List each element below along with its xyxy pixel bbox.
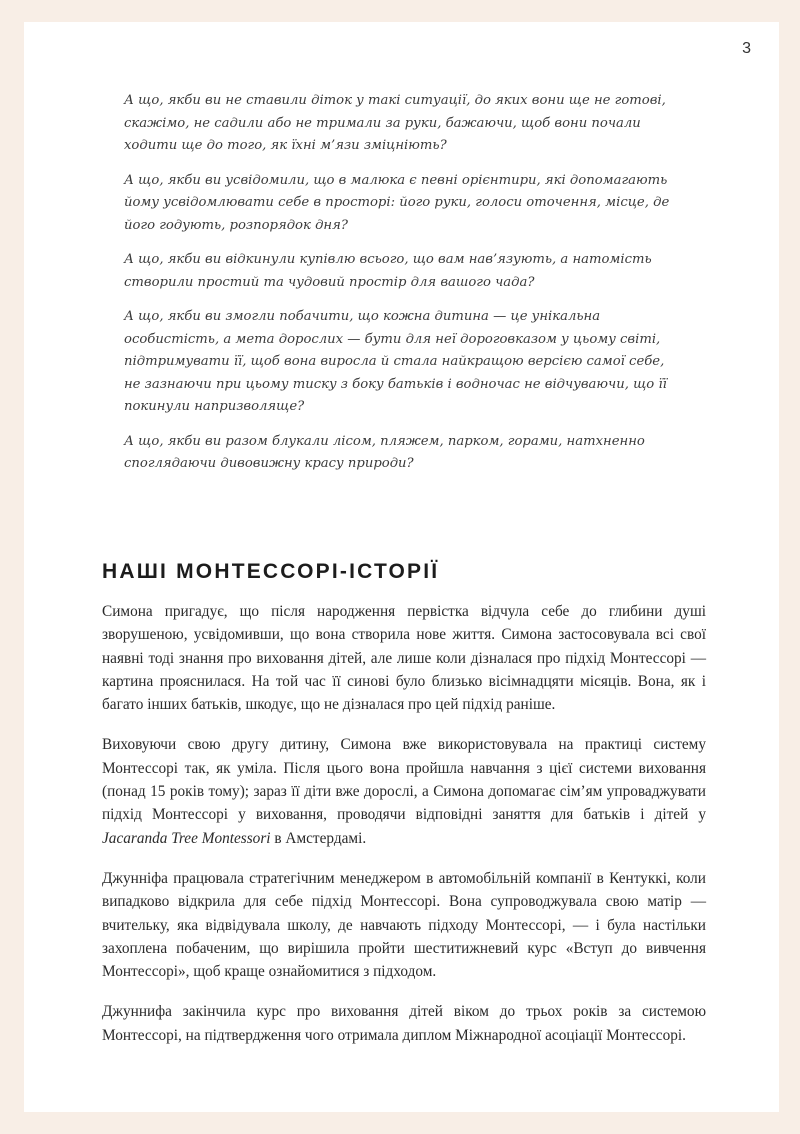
- body-paragraph: Симона пригадує, що після народження первістка відчула себе до глибини душі зворушеною, усвідомивши, що вона створила нове життя. Симона застосовувала всі свої наявні тоді знання про виховання дітей, але лише коли дізналася про підхід Монтессорі — картина прояснилася. На той час її синові було близько вісімнадцяти місяців. Вона, як і багато інших батьків, шкодує, що не дізналася про цей підхід раніше.: [102, 603, 706, 714]
- school-name: Jacaranda Tree Montessori: [102, 829, 271, 847]
- question-paragraph: А що, якби ви відкинули купівлю всього, що вам нав’язують, а натомість створили простий та чудовий простір для вашого чада?: [124, 252, 652, 290]
- body-text: [102, 600, 706, 1064]
- question-paragraph: А що, якби ви разом блукали лісом, пляжем, парком, горами, натхненно споглядаючи дивовижну красу природи?: [124, 433, 645, 471]
- body-paragraph: [102, 733, 706, 849]
- body-paragraph: Джунніфа працювала стратегічним менеджером в автомобільній компанії в Кентуккі, коли випадково відкрила для себе підхід Монтессорі. Вона супроводжувала свою матір — вчительку, яка відвідувала школу, де навчають підходу Монтессорі, — і була настільки захоплена побаченим, що вирішила пройти шеститижневий курс «Вступ до вивчення Монтессорі», щоб краще ознайомитися з підходом.: [102, 869, 706, 981]
- question-paragraph: А що, якби ви усвідомили, що в малюка є певні орієнтири, які допомагають йому усвідомлювати себе в просторі: його руки, голоси оточення, місце, де його годують, розпорядок дня?: [124, 172, 670, 233]
- body-text-span: в Амстердамі.: [270, 829, 367, 847]
- section-heading: НАШІ МОНТЕССОРІ-ІСТОРІЇ: [102, 560, 440, 583]
- body-paragraph: Джуннифа закінчила курс про виховання дітей віком до трьох років за системою Монтессорі, на підтвердження чого отримала диплом Міжнародної асоціації Монтессорі.: [102, 1003, 706, 1044]
- page-number: 3: [742, 40, 751, 57]
- question-paragraph: А що, якби ви змогли побачити, що кожна дитина — це унікальна особистість, а мета дорослих — бути для неї дороговказом у цьому світі, підтримувати її, щоб вона виросла й стала найкращою версією самої себе, не зазнаючи при цьому тиску з боку батьків і водночас не відчуваючи, що її покинули напризволяще?: [124, 309, 667, 414]
- document-page: [24, 22, 779, 1112]
- body-text-span: Виховуючи свою другу дитину, Симона вже використовувала на практиці систему Монтессорі так, як уміла. Після цього вона пройшла навчання з цієї системи виховання (понад 15 років тому); зараз її діти вже дорослі, а Симона допомагає сім’ям упроваджувати підхід Монтессорі у виховання, проводячи відповідні заняття для батьків і дітей у: [102, 736, 706, 824]
- questions-block: [124, 90, 684, 488]
- question-paragraph: А що, якби ви не ставили діток у такі ситуації, до яких вони ще не готові, скажімо, не садили або не тримали за руки, бажаючи, щоб вони почали ходити ще до того, як їхні м’язи зміцніють?: [124, 93, 666, 153]
